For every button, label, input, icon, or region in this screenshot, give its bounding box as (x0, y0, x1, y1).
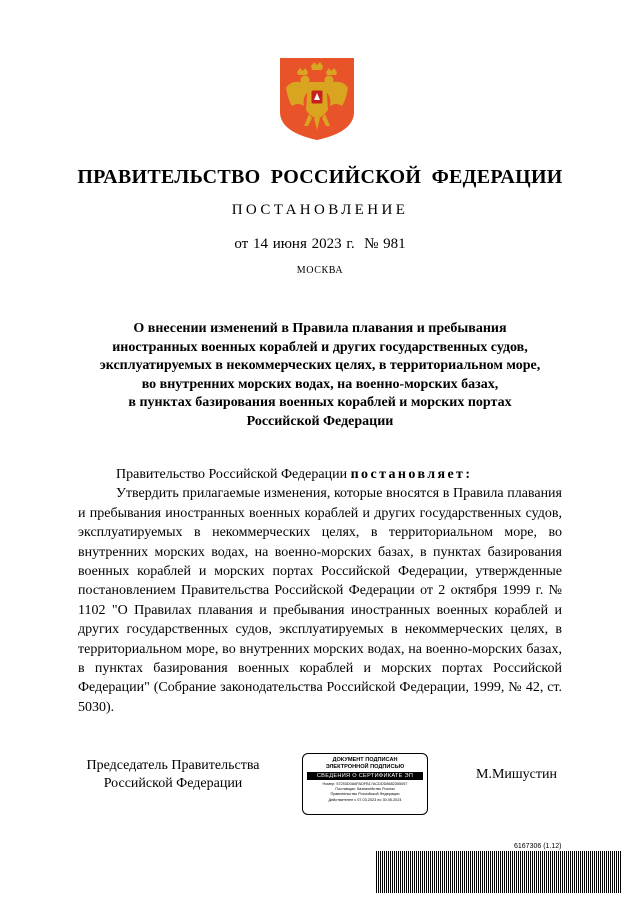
subject-line: эксплуатируемых в некоммерческих целях, в территориальном море, (99, 358, 541, 374)
coat-of-arms-icon (278, 56, 356, 142)
stamp-certificate-header: СВЕДЕНИЯ О СЕРТИФИКАТЕ ЭП (307, 772, 423, 780)
document-subject (60, 320, 580, 432)
stamp-line: ЭЛЕКТРОННОЙ ПОДПИСЬЮ (325, 764, 405, 770)
barcode-icon (376, 851, 624, 893)
document-code: 6167306 (1.12) (514, 843, 562, 850)
subject-line: О внесении изменений в Правила плавания и пребывания (133, 321, 507, 336)
stamp-number: Номер: 57253D0A6FADFB17ACDDD8682355057 (322, 782, 408, 786)
electronic-signature-stamp (302, 753, 428, 815)
government-title: ПРАВИТЕЛЬСТВО РОССИЙСКОЙ ФЕДЕРАЦИИ (77, 166, 563, 188)
intro-emphasis: постановляет: (350, 467, 473, 482)
subject-line: иностранных военных кораблей и других государственных судов, (112, 339, 528, 355)
signatory-position (78, 757, 268, 793)
stamp-title (303, 757, 427, 771)
resolution-intro (78, 465, 562, 484)
position-line: Председатель Правительства (86, 758, 260, 773)
document-date-number: от 14 июня 2023 г. № 981 (234, 236, 406, 252)
intro-text: Правительство Российской Федерации (116, 467, 351, 482)
document-body (78, 465, 562, 717)
stamp-validity: Действителен с 07.03.2023 по 30.05.2024 (328, 797, 402, 802)
subject-line: во внутренних морских водах, на военно-морских базах, (141, 376, 499, 392)
document-type: ПОСТАНОВЛЕНИЕ (231, 202, 409, 218)
position-line: Российской Федерации (103, 776, 243, 791)
subject-line: Российской Федерации (246, 413, 394, 429)
subject-line: в пунктах базирования военных кораблей и морских портах (128, 395, 512, 411)
stamp-line: ДОКУМЕНТ ПОДПИСАН (332, 757, 398, 763)
resolution-paragraph: Утвердить прилагаемые изменения, которые вносятся в Правила плавания и пребывания иностранных военных кораблей и других государственных судов, эксплуатируемых в некоммерческих целях, в территориальном море, во внутренних морских водах, на военно-морских базах, в пунктах базирования военных кораблей и морских портах Российской Федерации, утвержденные постановлением Правительства Российской Федерации от 2 октября 1999 г. № 1102 "О Правилах плавания и пребывания иностранных военных кораблей и других государственных судов, эксплуатируемых в некоммерческих целях, в территориальном море, во внутренних морских водах, на военно-морских базах, в пунктах базирования военных кораблей и морских портах Российской Федерации" (Собрание законодательства Российской Федерации, 1999, № 42, ст. 5030). (78, 486, 562, 715)
stamp-supplier-org: Правительство Российской Федерации (330, 792, 400, 797)
stamp-supplier: Поставщик: Казначейство России (335, 787, 395, 792)
signatory-name: М.Мишустин (476, 767, 557, 782)
document-city: МОСКВА (296, 265, 344, 276)
